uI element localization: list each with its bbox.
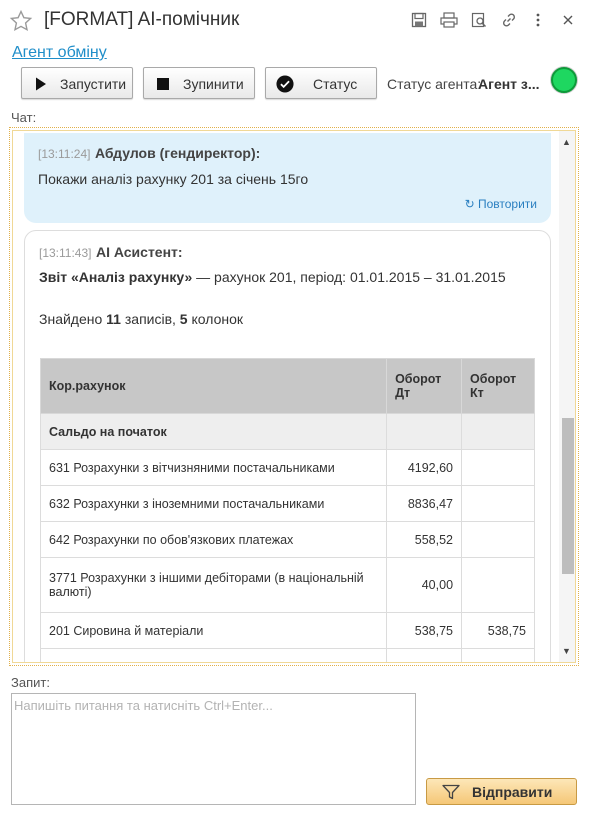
window-title: [FORMAT] AI-помічник — [44, 9, 240, 30]
table-cell — [41, 649, 387, 664]
table-cell — [387, 649, 462, 664]
user-message-author: Абдулов (гендиректор): — [94, 145, 261, 161]
debit-cell: 40,00 — [387, 558, 462, 613]
send-button-label: Відправити — [472, 784, 553, 800]
table-group-row — [41, 414, 535, 450]
agent-exchange-link[interactable]: Агент обміну — [12, 44, 107, 61]
table-header-row — [41, 359, 535, 414]
stop-button[interactable] — [143, 67, 255, 99]
repeat-link[interactable] — [465, 197, 537, 211]
table-row — [41, 558, 535, 613]
scroll-down-icon[interactable]: ▼ — [562, 646, 571, 656]
link-icon[interactable] — [497, 8, 521, 32]
ai-message-author: AI Асистент: — [95, 244, 183, 260]
close-icon[interactable] — [556, 8, 580, 32]
credit-cell — [462, 450, 535, 486]
save-icon[interactable] — [407, 8, 431, 32]
agent-status-value: Агент з... — [478, 76, 540, 92]
debit-cell: 558,52 — [387, 522, 462, 558]
scroll-up-icon[interactable]: ▲ — [562, 137, 571, 147]
account-cell: 3771 Розрахунки з іншими дебіторами (в національній валюті) — [41, 558, 387, 613]
report-details: — рахунок 201, період: 01.01.2015 – 31.01.2015 — [192, 269, 506, 285]
report-title: Звіт «Аналіз рахунку» — [39, 269, 193, 285]
table-row — [41, 649, 535, 664]
chat-scroll-area[interactable] — [12, 130, 576, 663]
credit-cell — [462, 522, 535, 558]
debit-cell: 8836,47 — [387, 486, 462, 522]
chat-panel — [9, 127, 579, 666]
stop-button-label: Зупинити — [183, 76, 244, 92]
table-cell — [387, 414, 462, 450]
found-columns: 5 — [179, 311, 188, 327]
group-label: Сальдо на початок — [41, 414, 387, 450]
status-indicator-icon — [551, 67, 577, 93]
ai-message-time: [13:11:43] — [39, 246, 92, 260]
table-cell — [462, 414, 535, 450]
debit-cell: 4192,60 — [387, 450, 462, 486]
found-prefix: Знайдено — [39, 311, 107, 327]
check-circle-icon — [276, 75, 294, 93]
table-row — [41, 613, 535, 649]
column-header: Оборот Кт — [462, 359, 535, 414]
credit-cell — [462, 486, 535, 522]
repeat-label: Повторити — [477, 197, 537, 211]
column-header: Оборот Дт — [387, 359, 462, 414]
chat-label: Чат: — [11, 110, 37, 125]
found-records: 11 — [106, 311, 121, 327]
status-button-label: Статус — [313, 76, 358, 92]
credit-cell — [462, 558, 535, 613]
table-cell — [462, 649, 535, 664]
status-button[interactable] — [265, 67, 377, 99]
star-icon[interactable] — [9, 9, 33, 33]
account-cell: 201 Сировина й матеріали — [41, 613, 387, 649]
column-header: Кор.рахунок — [41, 359, 387, 414]
account-cell: 632 Розрахунки з іноземними постачальниками — [41, 486, 387, 522]
user-message — [24, 133, 551, 223]
report-heading — [39, 269, 506, 285]
more-icon[interactable] — [526, 8, 550, 32]
chat-scrollbar[interactable] — [559, 131, 575, 662]
found-suffix: колонок — [187, 311, 243, 327]
table-row — [41, 450, 535, 486]
table-row — [41, 522, 535, 558]
user-message-time: [13:11:24] — [38, 147, 91, 161]
preview-icon[interactable] — [467, 8, 491, 32]
report-table — [40, 358, 535, 663]
send-button[interactable] — [426, 778, 577, 805]
title-bar — [0, 0, 593, 40]
start-button-label: Запустити — [60, 76, 127, 92]
debit-cell: 538,75 — [387, 613, 462, 649]
ai-message — [24, 230, 551, 663]
agent-status-label: Статус агента: — [387, 76, 482, 92]
found-mid: записів, — [120, 311, 180, 327]
user-message-text: Покажи аналіз рахунку 201 за січень 15го — [38, 171, 309, 187]
query-label: Запит: — [11, 675, 50, 690]
found-summary — [39, 311, 243, 327]
credit-cell: 538,75 — [462, 613, 535, 649]
table-row — [41, 486, 535, 522]
refresh-icon: ↻ — [464, 197, 475, 211]
stop-icon — [154, 75, 172, 93]
play-icon — [32, 75, 50, 93]
query-input[interactable] — [11, 693, 416, 805]
account-cell: 631 Розрахунки з вітчизняними постачальниками — [41, 450, 387, 486]
account-cell: 642 Розрахунки по обов'язкових платежах — [41, 522, 387, 558]
scroll-thumb[interactable] — [562, 418, 574, 574]
filter-send-icon — [442, 784, 460, 800]
start-button[interactable] — [21, 67, 133, 99]
print-icon[interactable] — [437, 8, 461, 32]
